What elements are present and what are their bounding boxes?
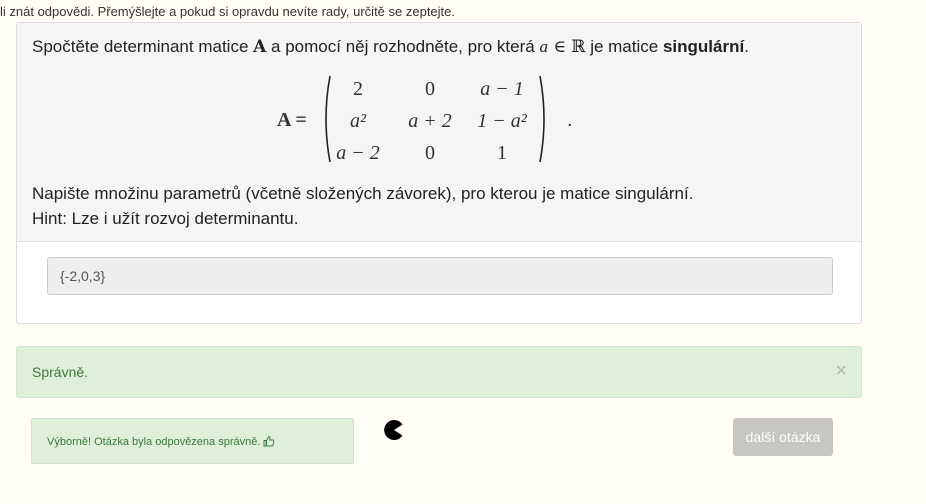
hint-text: Hint: Lze i užít rozvoj determinantu. — [32, 209, 299, 228]
matrix-cell: a − 2 — [336, 142, 380, 164]
matrix-cell: 1 — [497, 142, 507, 164]
matrix-equation — [277, 75, 617, 165]
matrix-cell: a − 1 — [480, 78, 524, 100]
matrix-cell: a² — [350, 110, 366, 132]
matrix-label: A = — [277, 109, 307, 131]
instructions-text: li znát odpovědi. Přemýšlejte a pokud si opravdu nevíte rady, určitě se zeptejte. — [0, 4, 456, 19]
thumbs-up-icon — [263, 435, 275, 447]
answer-input[interactable] — [47, 257, 833, 295]
variable-a: a — [539, 37, 548, 56]
loading-pacman-icon — [384, 420, 404, 440]
prompt-text-2: a pomocí něj rozhodněte, pro která — [266, 37, 540, 56]
close-icon[interactable]: × — [835, 360, 847, 382]
prompt-text: Spočtěte determinant matice — [32, 37, 254, 56]
feedback-message — [47, 435, 275, 448]
prompt-text-3: je matice — [585, 37, 663, 56]
right-parenthesis — [539, 75, 549, 163]
feedback-box — [31, 418, 354, 464]
answer-instruction: Napište množinu parametrů (včetně složených závorek), pro kterou je matice singulární. — [32, 184, 694, 203]
singular-keyword: singulární — [662, 37, 745, 56]
next-question-button[interactable]: další otázka — [733, 418, 833, 456]
matrix-cell: 0 — [425, 142, 435, 164]
result-alert — [16, 346, 862, 398]
matrix-cell: a + 2 — [408, 110, 452, 132]
matrix-symbol: A — [253, 37, 267, 57]
set-membership: ∈ ℝ — [547, 37, 586, 57]
matrix-cell: 0 — [425, 78, 435, 100]
question-prompt — [32, 37, 749, 57]
result-text: Správně. — [32, 364, 89, 380]
matrix-cell: 2 — [353, 78, 363, 100]
prompt-period: . — [744, 37, 749, 56]
question-panel — [16, 22, 862, 324]
feedback-text: Výborně! Otázka byla odpovězena správně. — [47, 436, 261, 448]
matrix-cell: 1 − a² — [477, 110, 527, 132]
matrix-period: . — [567, 109, 573, 131]
question-body — [17, 23, 861, 242]
